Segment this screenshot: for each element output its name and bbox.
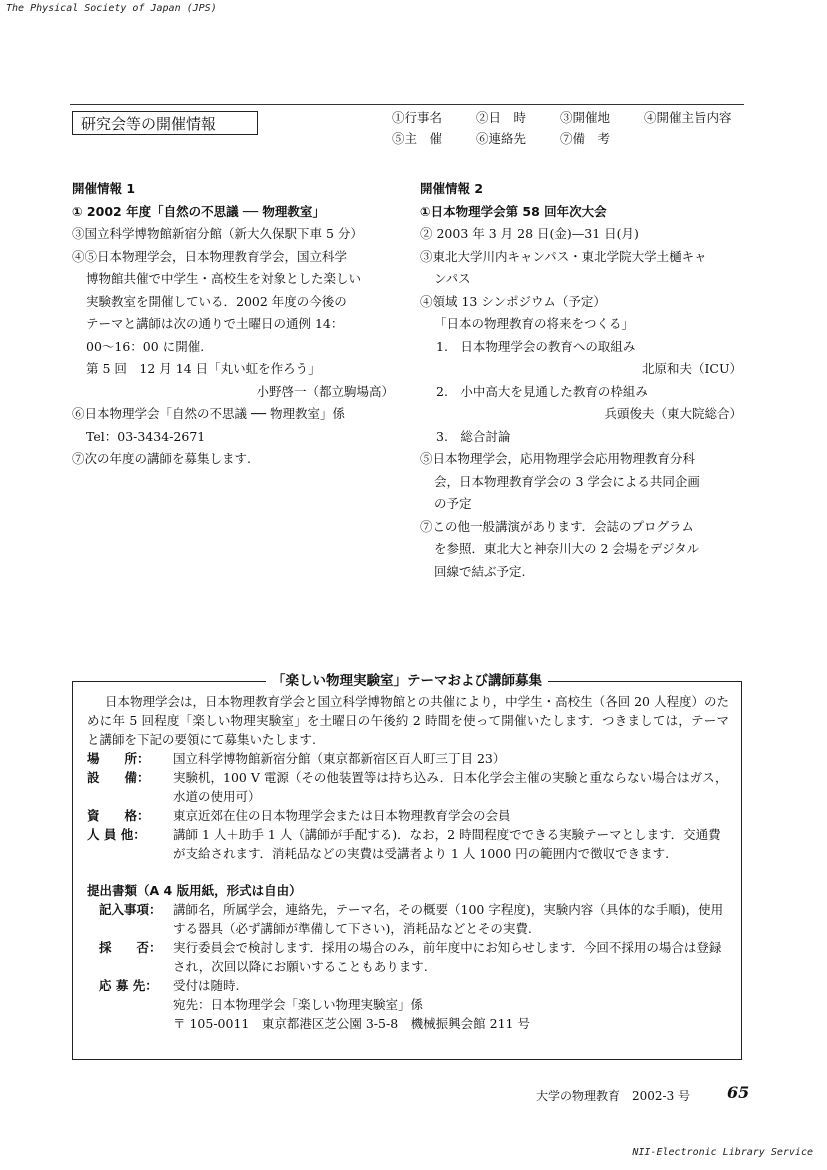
legend-item: ③開催地: [560, 110, 611, 125]
documents-heading: 提出書類（A 4 版用紙，形式は自由）: [87, 883, 302, 898]
info-2-heading: 開催情報 2: [420, 181, 484, 196]
info-line: の予定: [434, 496, 472, 511]
info-line: ⑦次の年度の講師を募集します.: [72, 451, 251, 466]
equipment-text: 実験机，100 V 電源（その他装置等は持ち込み．日本化学会主催の実験と重ならない場合はガス，水道の使用可）: [173, 770, 728, 804]
legend-item: ⑦備 考: [560, 131, 611, 146]
info-line: Tel：03-3434-2671: [86, 428, 206, 444]
place-text: 国立科学博物館新宿分館（東京都新宿区百人町三丁目 23）: [173, 751, 506, 766]
info-line: 「日本の物理教育の将来をつくる」: [434, 316, 635, 331]
info-line: ③東北大学川内キャンパス・東北学院大学土樋キャ: [420, 248, 707, 264]
info-1-column: [72, 178, 394, 471]
info-line: 2. 小中高大を見通した教育の枠組み: [436, 383, 648, 399]
qualification-text: 東京近郊在住の日本物理学会または日本物理教育学会の会員: [173, 808, 511, 823]
apply-label: 応 募 先：: [99, 978, 158, 993]
info-line: 00〜16：00 に開催.: [86, 338, 205, 354]
apply-postal: 〒 105-0011 東京都港区芝公園 3-5-8 機械振興会館 211 号: [173, 1016, 530, 1031]
apply-address: 宛先：日本物理学会「楽しい物理実験室」係: [173, 997, 424, 1012]
place-row: [87, 749, 729, 768]
page-number: 65: [727, 1083, 750, 1102]
recruitment-intro: 日本物理学会は，日本物理教育学会と国立科学博物館との共催により，中学生・高校生（各回 20 人程度）のために年 5 回程度「楽しい物理実験室」を土曜日の午後約 2 時間を使って開催いたします．つきましては，テーマと講師を下記の要領にて募集いたします.: [87, 694, 729, 747]
info-line: 北原和夫（ICU）: [641, 361, 742, 376]
info-line: を参照．東北大と神奈川大の 2 会場をデジタル: [434, 541, 700, 556]
entry-row: [87, 900, 729, 938]
apply-row: [87, 976, 729, 995]
info-line: 第 5 回 12 月 14 日「丸い虹を作ろう」: [86, 361, 321, 376]
selection-label: 採 否：: [99, 940, 162, 955]
legend-item: ①行事名: [392, 110, 443, 125]
info-line: ①日本物理学会第 58 回年次大会: [420, 203, 607, 219]
staff-text: 講師 1 人＋助手 1 人（講師が手配する)．なお，2 時間程度でできる実験テーマとします．交通費が支給されます．消耗品などの実費は受講者より 1 人 1000 円の範囲内で徴収できます.: [173, 827, 721, 861]
source-header: The Physical Society of Japan (JPS): [6, 3, 217, 14]
recruitment-title: 「楽しい物理実験室」テーマおよび講師募集: [266, 672, 548, 690]
info-line: テーマと講師は次の通りで土曜日の通例 14：: [86, 316, 344, 331]
section-title: 研究会等の開催情報: [72, 111, 258, 135]
info-line: 会，日本物理教育学会の 3 学会による共同企画: [434, 473, 700, 489]
top-divider: [70, 104, 744, 105]
legend-item: ④開催主旨内容: [644, 110, 732, 125]
entry-label: 記入事項：: [99, 902, 162, 917]
info-line: ンパス: [434, 271, 471, 286]
info-line: ④⑤日本物理学会，日本物理教育学会，国立科学: [72, 248, 348, 264]
place-label: 場 所：: [87, 751, 150, 766]
apply-postal-row: [87, 1014, 729, 1033]
qualification-row: [87, 806, 729, 825]
legend-item: ②日 時: [476, 110, 527, 125]
info-line: ② 2003 年 3 月 28 日(金)—31 日(月): [420, 226, 639, 241]
info-line: 実験教室を開催している．2002 年度の今後の: [86, 293, 347, 309]
info-2-column: [420, 178, 742, 583]
selection-row: [87, 938, 729, 976]
info-1-heading: 開催情報 1: [72, 181, 136, 196]
entry-text: 講師名，所属学会，連絡先，テーマ名，その概要（100 字程度)，実験内容（具体的な手順)，使用する器具（必ず講師が準備して下さい)，消耗品などとその実費.: [173, 902, 724, 936]
info-line: 3. 総合討論: [436, 428, 511, 444]
apply-text: 受付は随時.: [173, 978, 240, 993]
info-line: 1. 日本物理学会の教育への取組み: [436, 338, 636, 354]
info-line: 博物館共催で中学生・高校生を対象とした楽しい: [86, 271, 362, 286]
equipment-row: [87, 768, 729, 806]
info-line: 回線で結ぶ予定.: [434, 563, 526, 579]
journal-footer: 大学の物理教育 2002-3 号: [536, 1089, 691, 1103]
info-line: ⑥日本物理学会「自然の不思議 ── 物理教室」係: [72, 406, 345, 421]
info-line: 兵頭俊夫（東大院総合）: [604, 406, 742, 421]
staff-row: [87, 825, 729, 863]
legend-item: ⑤主 催: [392, 131, 443, 146]
info-line: ④領域 13 シンポジウム（予定）: [420, 293, 606, 309]
selection-text: 実行委員会で検討します．採用の場合のみ，前年度中にお知らせします．今回不採用の場合は登録され，次回以降にお願いすることもあります.: [173, 940, 722, 974]
equipment-label: 設 備：: [87, 770, 150, 785]
staff-label: 人 員 他：: [87, 827, 146, 842]
qualification-label: 資 格：: [87, 808, 150, 823]
info-line: ⑤日本物理学会，応用物理学会応用物理教育分科: [420, 451, 696, 466]
info-line: ⑦この他一般講演があります．会誌のプログラム: [420, 518, 694, 534]
recruitment-box: [72, 673, 742, 1060]
info-line: ③国立科学博物館新宿分館（新大久保駅下車 5 分）: [72, 226, 363, 241]
legend-item: ⑥連絡先: [476, 131, 527, 146]
legend: [392, 107, 732, 149]
info-line: ① 2002 年度「自然の不思議 ── 物理教室」: [72, 203, 325, 219]
service-footer: NII-Electronic Library Service: [632, 1147, 813, 1158]
apply-address-row: [87, 995, 729, 1014]
info-line: 小野啓一（都立駒場高）: [256, 383, 394, 399]
